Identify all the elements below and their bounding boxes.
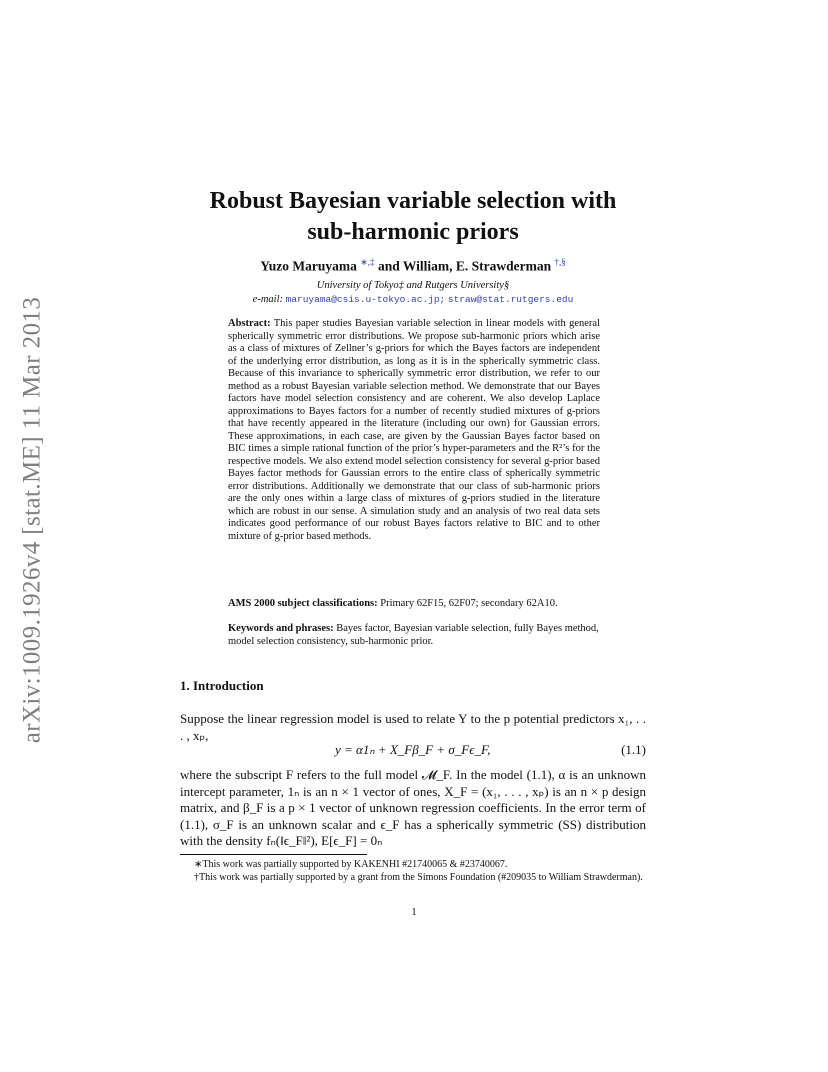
affiliation: University of Tokyo‡ and Rutgers University§ [316,280,510,291]
email-link-2[interactable]: straw@stat.rutgers.edu [447,294,574,305]
page-number: 1 [411,906,417,918]
ams-label: AMS 2000 subject classifications: [228,598,378,609]
ams-text: Primary 62F15, 62F07; secondary 62A10. [380,598,558,609]
equation-number: (1.1) [621,742,646,757]
section-heading: 1. Introduction [180,678,264,693]
footnote-rule [180,854,367,855]
intro-paragraph-1: Suppose the linear regression model is used to relate Y to the p potential predictors x₁, . . . , xₚ, [180,711,646,743]
author-and: and [377,258,400,274]
email-label: e-mail: [252,294,283,305]
author-2: William, E. Strawderman [402,258,552,274]
email-link-1[interactable]: maruyama@csis.u-tokyo.ac.jp; [285,294,446,305]
title-line-1: Robust Bayesian variable selection with [209,188,617,214]
footnote-1: ∗This work was partially supported by KAKENHI #21740065 & #23740067. [194,859,508,870]
abstract-label: Abstract: [228,318,271,329]
footnote-2: †This work was partially supported by a grant from the Simons Foundation (#209035 to William Strawderman). [194,872,643,883]
author-1-marks[interactable]: ∗,‡ [360,257,375,267]
arxiv-stamp [12,270,52,770]
ams-classification [228,598,600,611]
abstract [228,318,600,543]
author-line [150,257,676,275]
author-1: Yuzo Maruyama [260,258,357,274]
email-line [150,294,676,305]
title-line-2: sub-harmonic priors [307,219,519,245]
keywords-text: Bayes factor, Bayesian variable selection, fully Bayes method, model selection consistency, sub-harmonic prior. [228,623,599,647]
equation-formula: y = α1ₙ + X_Fβ_F + σ_Fϵ_F, [335,742,491,757]
abstract-text: This paper studies Bayesian variable selection in linear models with general spherically symmetric error distributions. We propose sub-harmonic priors which arise as a class of mixtures of Zellner’s g-priors for which the Bayes factors are independent of the underlying error distribution, as long as it is in the spherically symmetric class. Because of this invariance to spherically symmetric error distribution, we refer to our method as a robust Bayesian variable selection method. We demonstrate that our Bayes factors have model selection consistency and are coherent. We also develop Laplace approximations to Bayes factors for a number of recently studied mixtures of g-priors that have recently appeared in the literature (including our own) for Gaussian errors. These approximations, in each case, are given by the Gaussian Bayes factor based on BIC times a simple rational function of the prior’s hyper-parameters and the R²’s for the respective models. We also extend model selection consistency for several g-prior based Bayes factor methods for Gaussian errors to the entire class of spherically symmetric error distributions. Additionally we demonstrate that our class of sub-harmonic priors are the only ones within a large class of mixtures of g-priors studied in the literature which are robust in our sense. A simulation study and an analysis of two real data sets indicates good performance of our robust Bayes factors relative to BIC and to other mixture of g-prior based methods. [228,318,601,542]
keywords [228,623,600,648]
keywords-label: Keywords and phrases: [228,623,334,634]
arxiv-stamp-text: arXiv:1009.1926v4 [stat.ME] 11 Mar 2013 [18,296,45,744]
intro-paragraph-2: where the subscript F refers to the full model 𝓜_F. In the model (1.1), α is an unknown intercept parameter, 1ₙ is an n × 1 vector of ones, X_F = (x₁, . . . , xₚ) is an n × p design matrix, and β_F is a p × 1 vector of unknown regression coefficients. In the error term of (1.1), σ_F is an unknown scalar and ϵ_F has a spherically symmetric (SS) distribution with the density fₙ(‖ϵ_F‖²), E[ϵ_F] = 0ₙ [180,767,646,848]
paper-title [150,186,676,248]
author-2-marks[interactable]: †,§ [554,257,566,267]
